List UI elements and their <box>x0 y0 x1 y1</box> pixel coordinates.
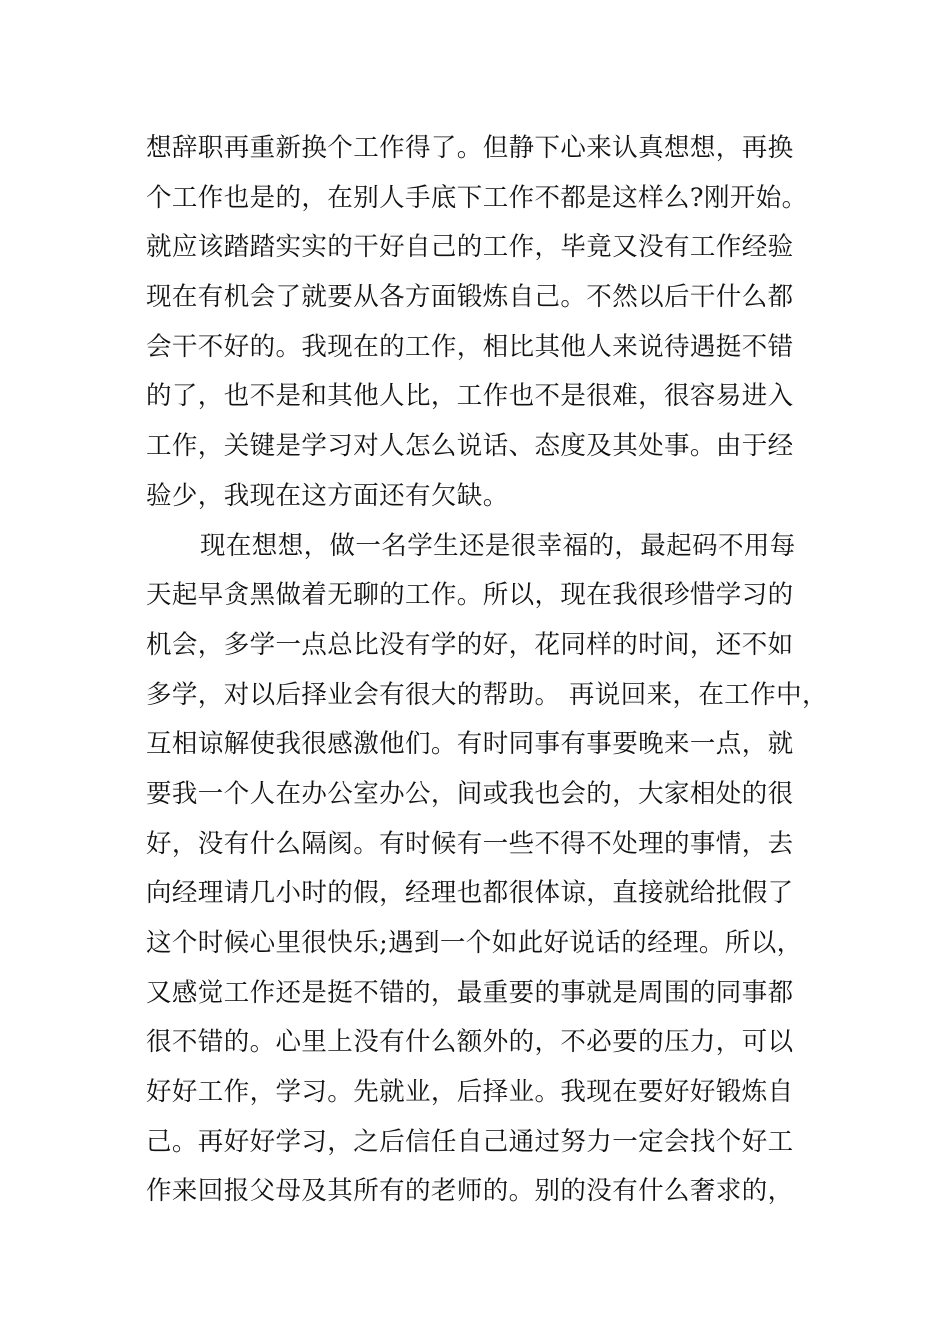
text-line: 己。再好好学习，之后信任自己通过努力一定会找个好工 <box>146 1126 794 1157</box>
text-line: 天起早贪黑做着无聊的工作。所以，现在我很珍惜学习的 <box>146 580 794 611</box>
text-line: 很不错的。心里上没有什么额外的，不必要的压力，可以 <box>146 1027 794 1058</box>
body-text <box>146 124 846 1217</box>
text-line: 现在有机会了就要从各方面锻炼自己。不然以后干什么都 <box>146 282 794 313</box>
text-line: 多学，对以后择业会有很大的帮助。 再说回来，在工作中， <box>146 679 828 710</box>
text-line: 个工作也是的，在别人手底下工作不都是这样么?刚开始。 <box>146 182 808 213</box>
text-line: 好好工作，学习。先就业，后择业。我现在要好好锻炼自 <box>146 1077 794 1108</box>
text-line: 机会，多学一点总比没有学的好，花同样的时间，还不如 <box>146 629 794 660</box>
text-line: 会干不好的。我现在的工作，相比其他人来说待遇挺不错 <box>146 331 794 362</box>
text-line: 验少，我现在这方面还有欠缺。 <box>146 480 509 511</box>
text-line: 作来回报父母及其所有的老师的。别的没有什么奢求的， <box>146 1176 794 1207</box>
text-line: 又感觉工作还是挺不错的，最重要的事就是周围的同事都 <box>146 977 794 1008</box>
text-line: 互相谅解使我很感激他们。有时同事有事要晚来一点，就 <box>146 729 794 760</box>
paragraph-start-line: 现在想想，做一名学生还是很幸福的，最起码不用每 <box>200 530 796 561</box>
text-line: 这个时候心里很快乐;遇到一个如此好说话的经理。所以， <box>146 928 803 958</box>
text-line: 工作，关键是学习对人怎么说话、态度及其处事。由于经 <box>146 431 794 462</box>
text-line: 想辞职再重新换个工作得了。但静下心来认真想想，再换 <box>146 133 794 163</box>
text-line: 就应该踏踏实实的干好自己的工作，毕竟又没有工作经验 <box>146 232 794 263</box>
text-line: 的了，也不是和其他人比，工作也不是很难，很容易进入 <box>146 381 794 412</box>
text-line: 好，没有什么隔阂。有时候有一些不得不处理的事情，去 <box>146 828 794 859</box>
text-line: 向经理请几小时的假，经理也都很体谅，直接就给批假了 <box>146 878 794 909</box>
text-line: 要我一个人在办公室办公，间或我也会的，大家相处的很 <box>146 778 794 809</box>
